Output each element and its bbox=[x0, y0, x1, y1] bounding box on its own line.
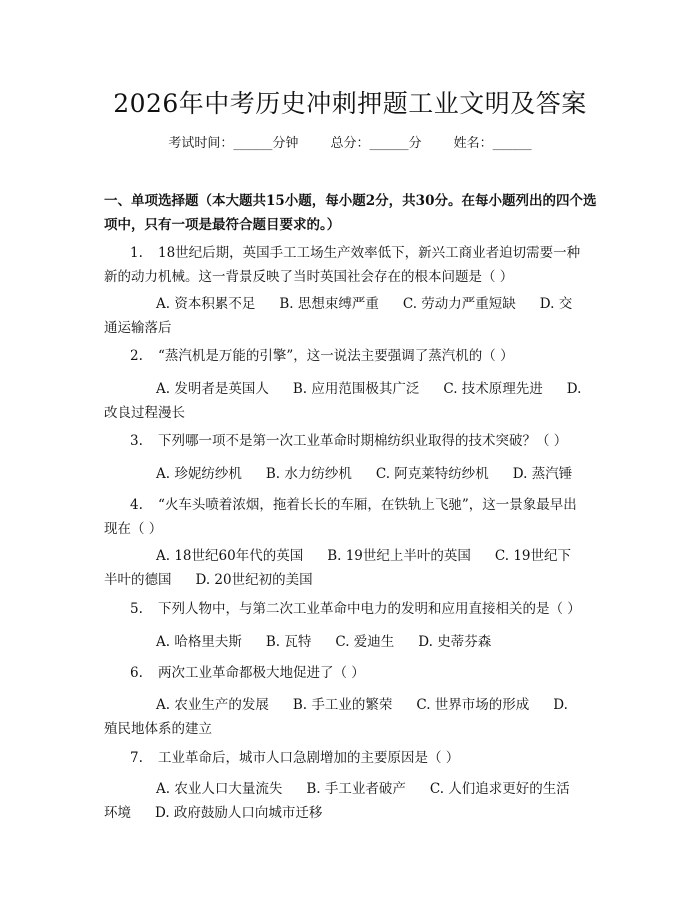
question-stem bbox=[104, 344, 604, 368]
option-c: C. 世界市场的形成 bbox=[416, 697, 530, 713]
student-name-field: 姓名：______ bbox=[453, 136, 532, 151]
question-stem bbox=[104, 661, 604, 685]
option-a: A. 发明者是英国人 bbox=[156, 381, 269, 397]
option-a: A. 18世纪60年代的英国 bbox=[156, 548, 304, 564]
question-number: 2. bbox=[130, 348, 143, 364]
question-number: 1. bbox=[130, 245, 143, 261]
exam-info bbox=[0, 132, 700, 151]
question-text: 两次工业革命都极大地促进了（ ） bbox=[158, 665, 365, 681]
option-c: C. 阿克莱特纺纱机 bbox=[375, 466, 489, 482]
option-b: B. 应用范围极其广泛 bbox=[292, 381, 420, 397]
question-options bbox=[104, 462, 604, 486]
option-b: B. 思想束缚严重 bbox=[279, 296, 379, 312]
question-text: 下列人物中，与第二次工业革命中电力的发明和应用直接相关的是（ ） bbox=[158, 601, 581, 617]
option-c: C. 劳动力严重短缺 bbox=[402, 296, 516, 312]
question-stem bbox=[104, 241, 604, 289]
option-d-continued: 改良过程漫长 bbox=[104, 405, 185, 421]
question-stem bbox=[104, 429, 604, 453]
option-b: B. 手工业者破产 bbox=[306, 781, 406, 797]
option-b: B. 瓦特 bbox=[265, 634, 312, 650]
option-d-continued: 通运输落后 bbox=[104, 320, 172, 336]
option-d-continued: 殖民地体系的建立 bbox=[104, 721, 212, 737]
question-options bbox=[104, 544, 604, 592]
question-stem bbox=[104, 597, 604, 621]
exam-time-field: 考试时间：______分钟 bbox=[168, 136, 299, 151]
option-d: D. 交 bbox=[539, 296, 573, 312]
option-c: C. 19世纪下 bbox=[494, 548, 571, 564]
question-text: 18世纪后期，英国手工工场生产效率低下，新兴工商业者迫切需要一种 bbox=[158, 245, 581, 261]
option-d: D. 政府鼓励人口向城市迁移 bbox=[155, 805, 323, 821]
option-c: C. 人们追求更好的生活 bbox=[429, 781, 570, 797]
question-number: 7. bbox=[130, 750, 143, 766]
page-title: 2026年中考历史冲刺押题工业文明及答案 bbox=[113, 89, 587, 118]
option-a: A. 哈格里夫斯 bbox=[156, 634, 242, 650]
question-options bbox=[104, 292, 604, 340]
option-a: A. 农业生产的发展 bbox=[156, 697, 269, 713]
option-c: C. 技术原理先进 bbox=[443, 381, 543, 397]
option-c-continued: 环境 bbox=[104, 805, 131, 821]
question-stem bbox=[104, 746, 604, 770]
question-options bbox=[104, 693, 604, 741]
question-number: 3. bbox=[130, 433, 143, 449]
option-d: D. bbox=[553, 697, 568, 713]
question-options bbox=[104, 377, 604, 425]
option-b: B. 手工业的繁荣 bbox=[292, 697, 393, 713]
question-options bbox=[104, 777, 604, 825]
option-b: B. 19世纪上半叶的英国 bbox=[327, 548, 471, 564]
option-d: D. bbox=[566, 381, 582, 397]
option-d: D. 20世纪初的美国 bbox=[195, 572, 313, 588]
question-number: 4. bbox=[130, 497, 143, 513]
question-options bbox=[104, 630, 604, 654]
question-text: 工业革命后，城市人口急剧增加的主要原因是（ ） bbox=[158, 750, 460, 766]
total-score-field: 总分：______分 bbox=[330, 136, 422, 151]
question-text: 新的动力机械。这一背景反映了当时英国社会存在的根本问题是（ ） bbox=[104, 269, 514, 285]
option-a: A. 珍妮纺纱机 bbox=[156, 466, 242, 482]
question-number: 6. bbox=[130, 665, 143, 681]
question-text: 下列哪一项不是第一次工业革命时期棉纺织业取得的技术突破？（ ） bbox=[158, 433, 568, 449]
option-c-continued: 半叶的德国 bbox=[104, 572, 172, 588]
question-text: “火车头喷着浓烟，拖着长长的车厢，在铁轨上飞驰”，这一景象最早出 bbox=[158, 497, 577, 513]
option-b: B. 水力纺纱机 bbox=[265, 466, 352, 482]
option-a: A. 农业人口大量流失 bbox=[156, 781, 283, 797]
question-text: “蒸汽机是万能的引擎”，这一说法主要强调了蒸汽机的（ ） bbox=[158, 348, 514, 364]
question-stem bbox=[104, 493, 604, 541]
question-text: 现在（ ） bbox=[104, 521, 163, 537]
option-c: C. 爱迪生 bbox=[335, 634, 395, 650]
question-number: 5. bbox=[130, 601, 143, 617]
section-heading: 一、单项选择题（本大题共15小题，每小题2分，共30分。在每小题列出的四个选项中，只有一项是最符合题目要求的。） bbox=[104, 193, 597, 233]
option-d: D. 蒸汽锤 bbox=[512, 466, 573, 482]
option-d: D. 史蒂芬森 bbox=[418, 634, 492, 650]
option-a: A. 资本积累不足 bbox=[156, 296, 256, 312]
